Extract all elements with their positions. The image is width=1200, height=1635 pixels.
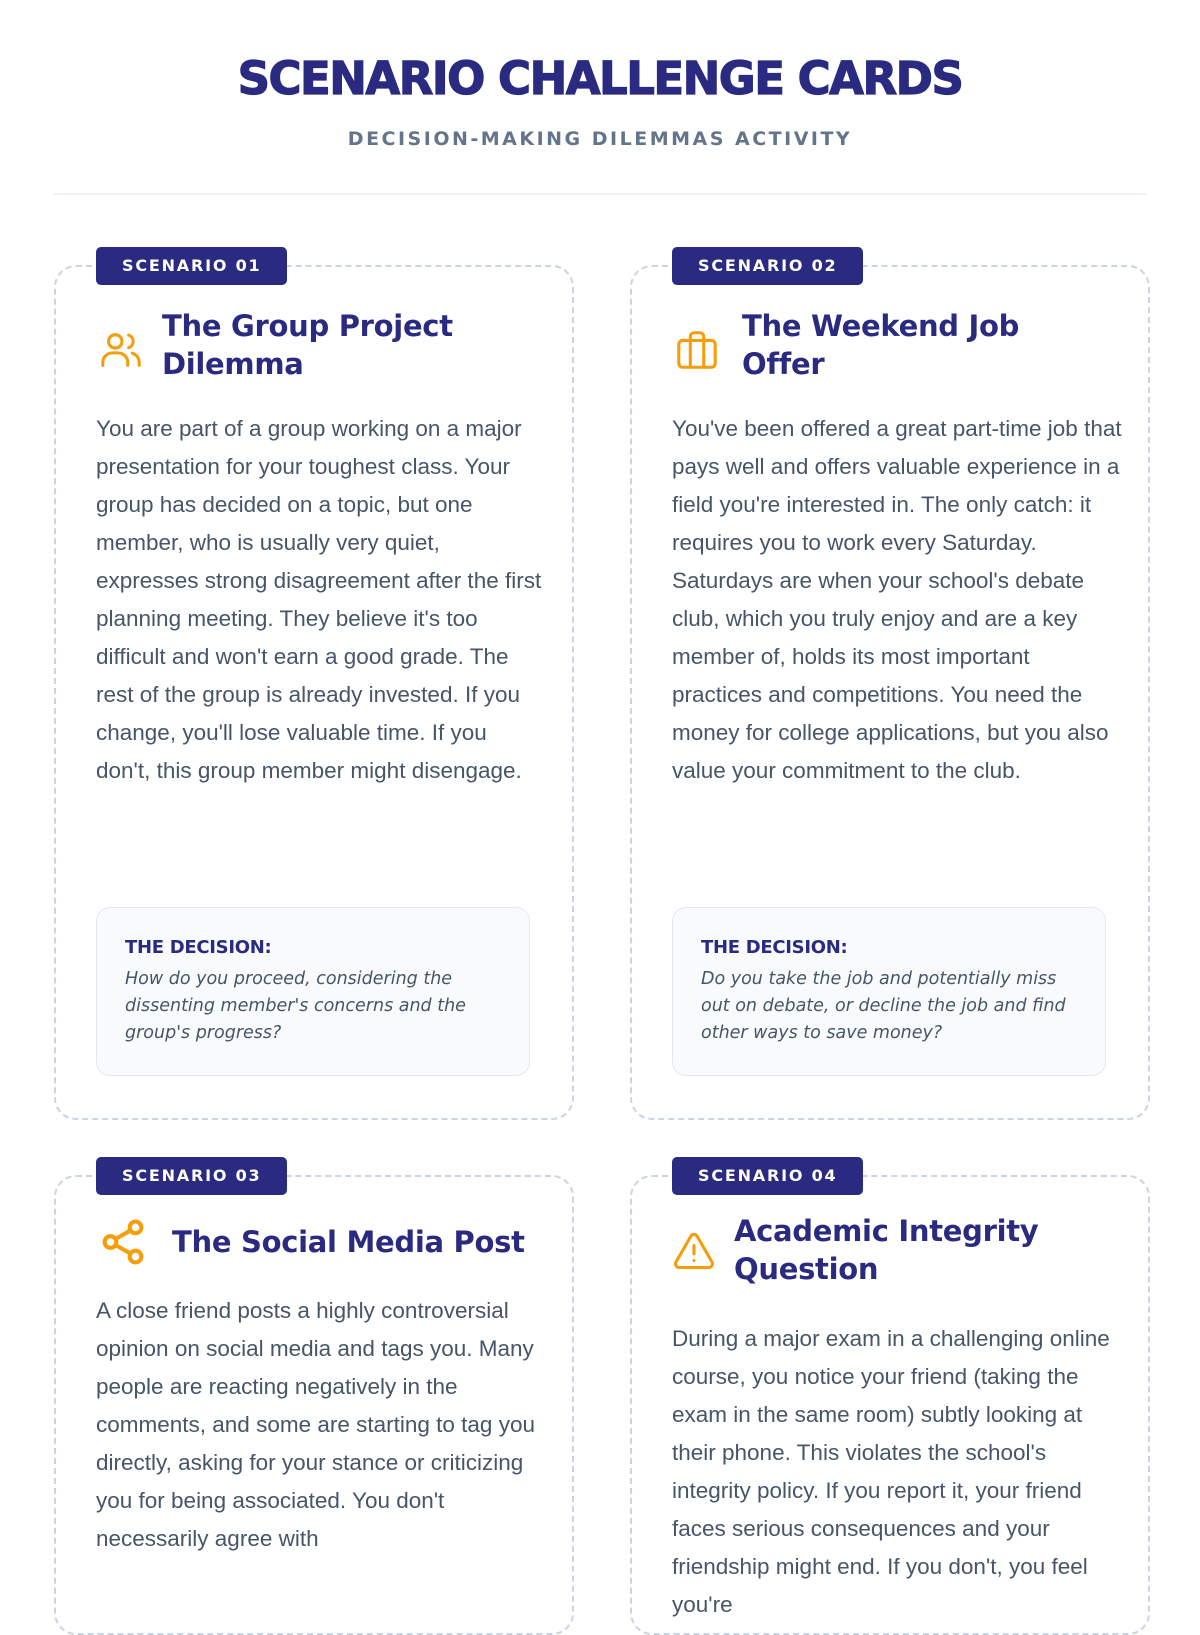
page-subtitle: DECISION-MAKING DILEMMAS ACTIVITY — [347, 128, 853, 150]
decision-label: THE DECISION: — [701, 937, 848, 958]
card-title: The Weekend Job Offer — [742, 309, 1020, 381]
card-description: You've been offered a great part-time job that pays well and offers valuable experience in a field you're interested in. The only catch: it requires you to work every Saturday. Saturdays are when your school's debate club, which you truly enjoy and are a key member of, holds its most important practices and competitions. You need the money for college applications, but you also value your commitment to the club. — [672, 416, 1122, 783]
card-description: You are part of a group working on a major presentation for your toughest class. Your group has decided on a topic, but one member, who is usually very quiet, expresses strong disagreement after the first planning meeting. They believe it's too difficult and won't earn a good grade. The rest of the group is already invested. If you change, you'll lose valuable time. If you don't, this group member might disengage. — [96, 416, 542, 783]
page-title: SCENARIO CHALLENGE CARDS — [237, 52, 963, 105]
card-description: During a major exam in a challenging online course, you notice your friend (taking the exam in the same room) subtly looking at their phone. This violates the school's integrity policy. If you report it, your friend faces serious consequences and your friendship might end. If you don't, you feel you're — [672, 1326, 1110, 1617]
share-icon — [98, 1217, 148, 1267]
users-icon — [98, 327, 144, 373]
header-divider — [54, 193, 1146, 195]
card-title: The Social Media Post — [172, 1225, 525, 1259]
decision-question: How do you proceed, considering the dissenting member's concerns and the group's progress? — [125, 969, 466, 1043]
decision-label: THE DECISION: — [125, 937, 272, 958]
scenario-badge: SCENARIO 04 — [672, 1157, 863, 1195]
briefcase-icon — [674, 327, 720, 373]
scenario-badge: SCENARIO 02 — [672, 247, 863, 285]
scenario-card-03 — [54, 1166, 574, 1635]
card-title: Academic Integrity Question — [734, 1214, 1039, 1286]
scenario-card-01 — [54, 256, 574, 1120]
scenario-card-02 — [630, 256, 1150, 1120]
decision-question: Do you take the job and potentially miss out on debate, or decline the job and find other ways to save money? — [701, 969, 1066, 1043]
decision-box — [672, 907, 1106, 1076]
scenario-badge: SCENARIO 03 — [96, 1157, 287, 1195]
scenario-card-04 — [630, 1166, 1150, 1635]
warning-icon — [672, 1229, 716, 1273]
scenario-badge: SCENARIO 01 — [96, 247, 287, 285]
card-description: A close friend posts a highly controversial opinion on social media and tags you. Many people are reacting negatively in the comments, and some are starting to tag you directly, asking for your stance or criticizing you for being associated. You don't necessarily agree with — [96, 1298, 535, 1551]
decision-box — [96, 907, 530, 1076]
card-title: The Group Project Dilemma — [162, 309, 453, 381]
